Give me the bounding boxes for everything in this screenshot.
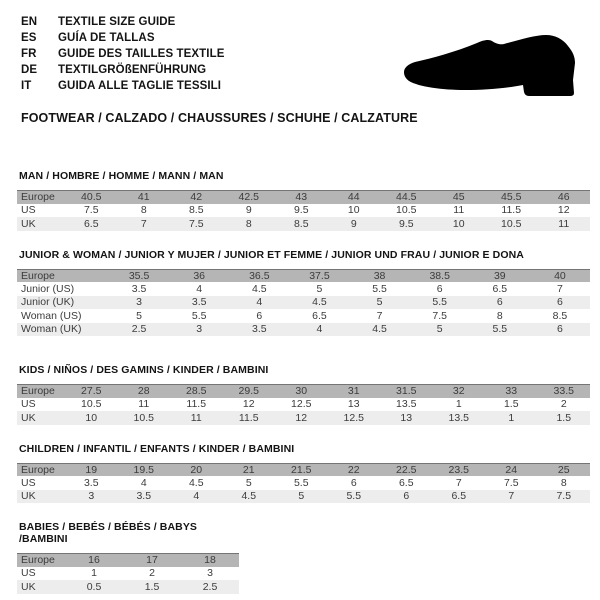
size-cell: 46 [557,191,570,204]
size-cell: 7.5 [432,309,447,322]
size-cell: 11.5 [186,398,207,411]
size-cell: 30 [295,385,308,398]
table-row [17,398,590,412]
size-cell: 7 [376,309,383,322]
size-cell: 13 [347,398,360,411]
size-cell: 37.5 [309,269,330,282]
row-label: Europe [21,554,55,567]
size-cell: 22 [347,463,360,476]
table-header-row [17,190,590,204]
language-code: DE [21,64,38,76]
size-cell: 6 [436,282,443,295]
size-cell: 6 [557,296,563,309]
size-cell: 24 [505,463,518,476]
size-cell: 10.5 [396,204,417,217]
table-row [17,323,590,337]
size-cell: 42.5 [238,191,259,204]
size-cell: 1.5 [144,580,160,593]
table-header-row [17,463,590,477]
table-header-row [17,269,590,283]
size-cell: 5.5 [372,282,387,295]
size-cell: 3.5 [83,476,99,489]
size-cell: 18 [204,554,216,567]
table-row [17,296,590,310]
language-row [21,46,225,62]
size-table-title: KIDS / NIÑOS / DES GAMINS / KINDER / BAMBINI [19,364,269,376]
size-cell: 4 [256,296,263,309]
size-cell: 9.5 [398,217,414,230]
size-cell: 7.5 [556,490,572,503]
row-label: UK [21,411,36,424]
size-cell: 39 [493,269,506,282]
size-cell: 2.5 [131,323,147,336]
size-cell: 11 [453,204,465,217]
table-row [17,309,590,323]
size-cell: 5 [436,323,443,336]
size-cell: 5 [136,309,142,322]
size-table-title: JUNIOR & WOMAN / JUNIOR Y MUJER / JUNIOR ET FEMME / JUNIOR UND FRAU / JUNIOR E DONA [19,248,524,261]
size-cell: 3 [207,567,213,580]
size-cell: 11 [138,398,150,411]
size-cell: 2 [560,398,567,411]
table-row [17,217,590,231]
size-cell: 23.5 [448,463,469,476]
row-label: UK [21,490,36,503]
size-cell: 4 [140,476,147,489]
size-cell: 10 [347,204,360,217]
size-cell: 42 [190,191,203,204]
table-header-row [17,553,239,567]
row-label: US [21,567,36,580]
size-cell: 40 [554,269,566,282]
language-guide-title: GUIDA ALLE TAGLIE TESSILI [58,80,222,92]
size-cell: 7 [140,217,147,230]
size-cell: 11.5 [238,411,259,424]
table-row [17,567,239,581]
size-cell: 33 [505,385,518,398]
size-cell: 6 [350,476,357,489]
row-label: Europe [21,269,55,282]
table-row [17,282,590,296]
size-cell: 33.5 [553,385,574,398]
size-cell: 10 [452,217,465,230]
size-cell: 45 [452,191,465,204]
row-label: US [21,398,36,411]
size-cell: 5 [316,282,323,295]
table-row [17,204,590,218]
row-label: Junior (UK) [21,296,75,309]
row-label: Woman (UK) [21,323,82,336]
size-cell: 22.5 [396,463,417,476]
table-row [17,411,590,425]
size-cell: 31 [347,385,360,398]
size-cell: 5 [245,476,252,489]
size-cell: 16 [88,554,100,567]
size-cell: 12.5 [291,398,312,411]
size-cell: 7 [455,476,462,489]
size-table-title: BABIES / BEBÉS / BÉBÉS / BABYS /BAMBINI [19,521,198,545]
language-guide-title: GUIDE DES TAILLES TEXTILE [58,48,225,60]
size-table-title: MAN / HOMBRE / HOMME / MANN / MAN [19,170,224,182]
category-header: FOOTWEAR / CALZADO / CHAUSSURES / SCHUHE / CALZATURE [21,111,418,125]
size-cell: 45.5 [501,191,522,204]
size-cell: 19.5 [133,463,154,476]
size-cell: 12 [295,411,308,424]
size-cell: 5.5 [191,309,207,322]
size-cell: 1.5 [503,398,519,411]
size-cell: 9 [350,217,357,230]
size-cell: 41 [137,191,150,204]
size-cell: 5 [376,296,383,309]
row-label: Europe [21,191,55,204]
row-label: Woman (US) [21,309,82,322]
row-label: UK [21,217,36,230]
size-cell: 32 [452,385,465,398]
size-cell: 21 [242,463,255,476]
size-cell: 10.5 [501,217,522,230]
language-title-list [21,14,225,94]
size-cell: 21.5 [291,463,312,476]
size-cell: 7.5 [503,476,519,489]
size-cell: 7 [557,282,563,295]
size-cell: 13.5 [396,398,417,411]
language-code: ES [21,32,37,44]
size-cell: 5.5 [492,323,508,336]
size-cell: 12 [242,398,255,411]
dress-shoe-icon [403,35,577,97]
size-cell: 28.5 [186,385,207,398]
size-cell: 4.5 [312,296,327,309]
language-code: FR [21,48,37,60]
size-cell: 4.5 [252,282,267,295]
size-cell: 36.5 [249,269,270,282]
size-cell: 19 [85,463,98,476]
row-label: Europe [21,385,55,398]
language-code: IT [21,80,32,92]
language-guide-title: GUÍA DE TALLAS [58,32,155,44]
size-cell: 40.5 [81,191,102,204]
size-cell: 6.5 [451,490,467,503]
size-cell: 10.5 [133,411,154,424]
size-cell: 10 [85,411,98,424]
size-cell: 11 [190,411,202,424]
language-code: EN [21,16,38,28]
size-cell: 25 [557,463,570,476]
row-label: US [21,204,36,217]
size-table-section [17,443,590,504]
language-row [21,30,225,46]
language-row [21,78,225,94]
size-cell: 6 [496,296,503,309]
size-cell: 3.5 [131,282,147,295]
size-cell: 8.5 [188,204,204,217]
size-cell: 31.5 [396,385,417,398]
size-cell: 38 [373,269,386,282]
table-header-row [17,384,590,398]
size-cell: 8 [496,309,503,322]
size-cell: 6.5 [398,476,414,489]
size-cell: 44.5 [396,191,417,204]
size-cell: 7.5 [83,204,99,217]
size-cell: 10.5 [81,398,102,411]
size-cell: 3.5 [252,323,267,336]
size-cell: 5.5 [293,476,309,489]
size-cell: 44 [347,191,360,204]
size-cell: 17 [146,554,158,567]
size-cell: 4.5 [372,323,387,336]
size-cell: 1 [91,567,97,580]
size-cell: 3 [196,323,203,336]
size-cell: 6 [403,490,410,503]
size-cell: 4 [196,282,203,295]
size-cell: 38.5 [429,269,450,282]
size-cell: 4 [316,323,323,336]
row-label: UK [21,580,36,593]
size-cell: 5.5 [432,296,447,309]
size-table-section [17,521,239,594]
size-cell: 8 [560,476,567,489]
size-cell: 3 [88,490,95,503]
size-cell: 4.5 [241,490,257,503]
size-cell: 11 [558,217,570,230]
size-cell: 2 [149,567,155,580]
size-cell: 6.5 [83,217,99,230]
size-cell: 3.5 [136,490,152,503]
size-table-section [17,249,590,337]
language-row [21,62,225,78]
size-cell: 8.5 [293,217,309,230]
size-cell: 6.5 [492,282,508,295]
size-cell: 43 [295,191,308,204]
table-row [17,476,590,490]
size-cell: 1 [455,398,462,411]
size-cell: 8 [140,204,147,217]
size-cell: 13 [400,411,413,424]
size-cell: 4.5 [188,476,204,489]
size-tables [17,170,590,600]
size-cell: 1.5 [556,411,572,424]
size-cell: 20 [190,463,203,476]
size-cell: 12 [557,204,570,217]
size-cell: 29.5 [238,385,259,398]
size-cell: 12.5 [343,411,364,424]
size-table-title: CHILDREN / INFANTIL / ENFANTS / KINDER / BAMBINI [19,442,295,455]
size-cell: 9 [245,204,252,217]
size-cell: 11.5 [501,204,522,217]
size-cell: 36 [193,269,206,282]
size-cell: 6.5 [312,309,327,322]
language-guide-title: TEXTILGRÖßENFÜHRUNG [58,64,207,76]
row-label: Europe [21,463,55,476]
table-row [17,490,590,504]
size-cell: 8.5 [552,309,568,322]
size-cell: 8 [245,217,252,230]
language-row [21,14,225,30]
size-cell: 28 [137,385,150,398]
size-cell: 7.5 [188,217,204,230]
size-cell: 13.5 [448,411,469,424]
size-cell: 6 [256,309,263,322]
size-table-section [17,170,590,231]
size-cell: 4 [193,490,200,503]
language-guide-title: TEXTILE SIZE GUIDE [58,16,176,28]
size-cell: 9.5 [293,204,309,217]
size-cell: 27.5 [81,385,102,398]
size-cell: 0.5 [86,580,102,593]
size-cell: 1 [508,411,515,424]
size-cell: 5 [298,490,305,503]
row-label: Junior (US) [21,282,75,295]
dress-shoe-silhouette [404,35,575,96]
size-cell: 6 [557,323,563,336]
size-cell: 35.5 [128,269,150,282]
row-label: US [21,476,36,489]
size-cell: 5.5 [346,490,362,503]
size-table-section [17,364,590,425]
size-cell: 7 [508,490,515,503]
size-cell: 3 [136,296,142,309]
size-cell: 3.5 [191,296,207,309]
size-cell: 2.5 [202,580,218,593]
table-row [17,580,239,594]
